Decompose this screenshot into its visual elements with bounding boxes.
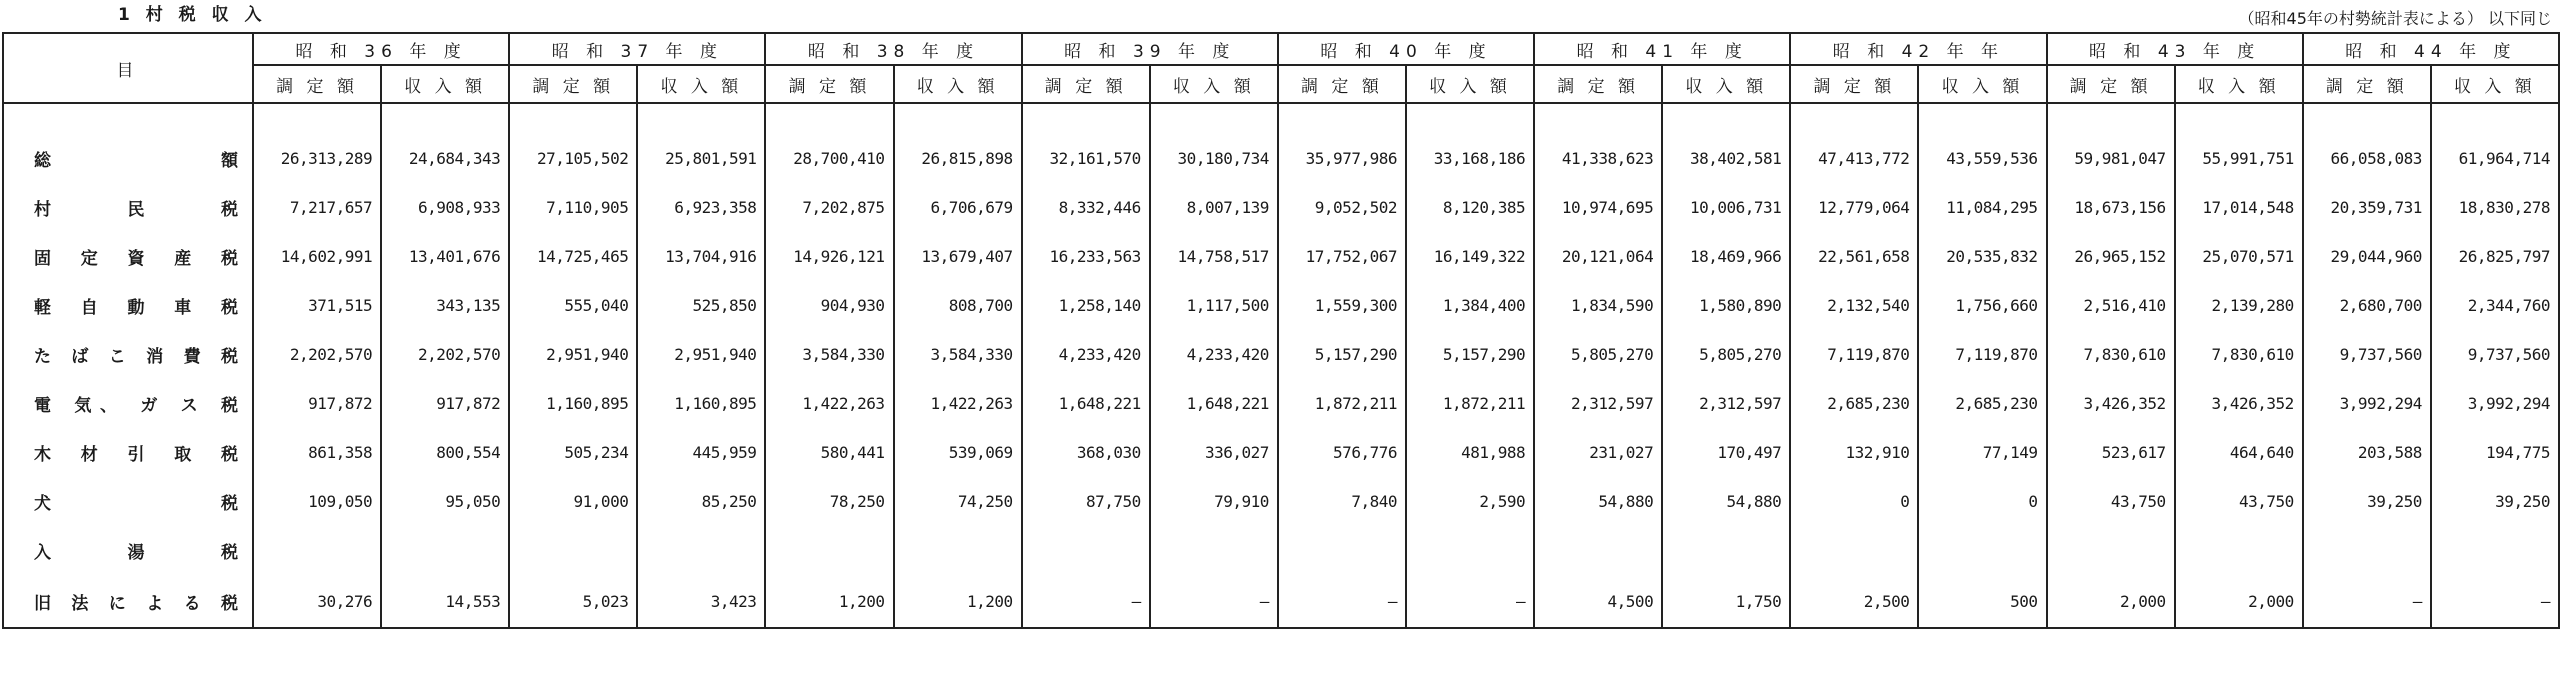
collected-amount-cell: 4,233,420	[1150, 330, 1278, 379]
collected-amount-cell: 18,830,278	[2431, 183, 2559, 232]
collected-amount-header: 収 入 額	[381, 65, 509, 103]
collected-amount-cell: 1,384,400	[1406, 281, 1534, 330]
assessed-amount-cell	[2303, 526, 2431, 575]
assessed-amount-cell: 1,160,895	[509, 379, 637, 428]
assessed-amount-cell: 14,725,465	[509, 232, 637, 281]
assessed-amount-header: 調 定 額	[1022, 65, 1150, 103]
assessed-amount-cell: 9,052,502	[1278, 183, 1406, 232]
assessed-amount-cell: —	[1022, 575, 1150, 628]
row-label: 犬 税	[3, 477, 253, 526]
collected-amount-cell: 3,426,352	[2175, 379, 2303, 428]
assessed-amount-cell: 17,752,067	[1278, 232, 1406, 281]
spacer-cell	[2047, 103, 2175, 134]
row-label: 軽 自 動 車 税	[3, 281, 253, 330]
assessed-amount-cell: 109,050	[253, 477, 381, 526]
assessed-amount-cell: 39,250	[2303, 477, 2431, 526]
collected-amount-cell: 13,401,676	[381, 232, 509, 281]
assessed-amount-cell: 1,648,221	[1022, 379, 1150, 428]
collected-amount-cell: 16,149,322	[1406, 232, 1534, 281]
assessed-amount-cell: 2,516,410	[2047, 281, 2175, 330]
collected-amount-cell: 917,872	[381, 379, 509, 428]
assessed-amount-cell: 371,515	[253, 281, 381, 330]
sub-header-row	[3, 65, 2559, 103]
collected-amount-cell: 20,535,832	[1918, 232, 2046, 281]
assessed-amount-cell: 14,926,121	[765, 232, 893, 281]
row-label: 電 気、 ガ ス 税	[3, 379, 253, 428]
assessed-amount-cell: 1,200	[765, 575, 893, 628]
assessed-amount-cell: 7,830,610	[2047, 330, 2175, 379]
assessed-amount-cell: 2,680,700	[2303, 281, 2431, 330]
collected-amount-header: 収 入 額	[1662, 65, 1790, 103]
spacer-cell	[637, 103, 765, 134]
assessed-amount-cell: 7,217,657	[253, 183, 381, 232]
assessed-amount-cell: 2,951,940	[509, 330, 637, 379]
collected-amount-cell: 808,700	[894, 281, 1022, 330]
collected-amount-cell: 13,679,407	[894, 232, 1022, 281]
spacer-cell	[253, 103, 381, 134]
collected-amount-cell: 481,988	[1406, 428, 1534, 477]
assessed-amount-cell: 2,312,597	[1534, 379, 1662, 428]
collected-amount-cell: 1,117,500	[1150, 281, 1278, 330]
collected-amount-cell: —	[1406, 575, 1534, 628]
assessed-amount-cell: 9,737,560	[2303, 330, 2431, 379]
collected-amount-header: 収 入 額	[1406, 65, 1534, 103]
collected-amount-header: 収 入 額	[637, 65, 765, 103]
spacer-cell	[1918, 103, 2046, 134]
collected-amount-cell: 3,992,294	[2431, 379, 2559, 428]
collected-amount-cell: 54,880	[1662, 477, 1790, 526]
assessed-amount-cell: 78,250	[765, 477, 893, 526]
assessed-amount-cell: 30,276	[253, 575, 381, 628]
source-note: （昭和45年の村勢統計表による） 以下同じ	[2238, 9, 2552, 28]
collected-amount-cell: 18,469,966	[1662, 232, 1790, 281]
collected-amount-cell: 17,014,548	[2175, 183, 2303, 232]
assessed-amount-cell: —	[1278, 575, 1406, 628]
assessed-amount-header: 調 定 額	[509, 65, 637, 103]
assessed-amount-cell: 3,426,352	[2047, 379, 2175, 428]
assessed-amount-cell: 16,233,563	[1022, 232, 1150, 281]
assessed-amount-cell: 576,776	[1278, 428, 1406, 477]
collected-amount-cell: 14,758,517	[1150, 232, 1278, 281]
assessed-amount-cell: 14,602,991	[253, 232, 381, 281]
collected-amount-cell: 1,648,221	[1150, 379, 1278, 428]
collected-amount-cell: 2,000	[2175, 575, 2303, 628]
collected-amount-cell: 2,312,597	[1662, 379, 1790, 428]
year-header: 昭 和 38 年 度	[765, 33, 1021, 65]
collected-amount-cell: 10,006,731	[1662, 183, 1790, 232]
assessed-amount-cell: 87,750	[1022, 477, 1150, 526]
table-row	[3, 183, 2559, 232]
assessed-amount-cell: 12,779,064	[1790, 183, 1918, 232]
row-label: 総 額	[3, 134, 253, 183]
spacer-cell	[1150, 103, 1278, 134]
collected-amount-cell: 26,825,797	[2431, 232, 2559, 281]
assessed-amount-cell: 3,584,330	[765, 330, 893, 379]
assessed-amount-cell: 132,910	[1790, 428, 1918, 477]
spacer-cell	[1534, 103, 1662, 134]
table-row	[3, 379, 2559, 428]
assessed-amount-cell: 29,044,960	[2303, 232, 2431, 281]
table-row	[3, 330, 2559, 379]
collected-amount-cell: 2,139,280	[2175, 281, 2303, 330]
collected-amount-header: 収 入 額	[2175, 65, 2303, 103]
collected-amount-cell: 2,951,940	[637, 330, 765, 379]
village-tax-revenue-table	[2, 32, 2560, 629]
collected-amount-cell: 25,070,571	[2175, 232, 2303, 281]
assessed-amount-cell: 0	[1790, 477, 1918, 526]
assessed-amount-cell	[1278, 526, 1406, 575]
collected-amount-cell: 39,250	[2431, 477, 2559, 526]
assessed-amount-header: 調 定 額	[2047, 65, 2175, 103]
collected-amount-cell: 33,168,186	[1406, 134, 1534, 183]
assessed-amount-cell: 3,992,294	[2303, 379, 2431, 428]
collected-amount-cell: 43,559,536	[1918, 134, 2046, 183]
assessed-amount-cell: 54,880	[1534, 477, 1662, 526]
collected-amount-cell: 3,423	[637, 575, 765, 628]
assessed-amount-cell: 203,588	[2303, 428, 2431, 477]
collected-amount-cell: 1,756,660	[1918, 281, 2046, 330]
collected-amount-cell: 6,923,358	[637, 183, 765, 232]
spacer-row	[3, 103, 2559, 134]
assessed-amount-cell: 66,058,083	[2303, 134, 2431, 183]
collected-amount-cell: 74,250	[894, 477, 1022, 526]
spacer-cell	[2431, 103, 2559, 134]
collected-amount-cell: 11,084,295	[1918, 183, 2046, 232]
collected-amount-cell: 38,402,581	[1662, 134, 1790, 183]
assessed-amount-cell: 8,332,446	[1022, 183, 1150, 232]
assessed-amount-cell: 917,872	[253, 379, 381, 428]
assessed-amount-cell: —	[2303, 575, 2431, 628]
collected-amount-cell: 6,706,679	[894, 183, 1022, 232]
assessed-amount-cell: 861,358	[253, 428, 381, 477]
assessed-amount-cell: 555,040	[509, 281, 637, 330]
assessed-amount-header: 調 定 額	[765, 65, 893, 103]
collected-amount-cell: 525,850	[637, 281, 765, 330]
assessed-amount-cell: 5,157,290	[1278, 330, 1406, 379]
assessed-amount-cell	[1534, 526, 1662, 575]
collected-amount-cell: 1,160,895	[637, 379, 765, 428]
collected-amount-cell: —	[2431, 575, 2559, 628]
assessed-amount-cell: 2,685,230	[1790, 379, 1918, 428]
row-label: 村 民 税	[3, 183, 253, 232]
row-label: た ば こ 消 費 税	[3, 330, 253, 379]
collected-amount-cell: 13,704,916	[637, 232, 765, 281]
collected-amount-cell: 2,202,570	[381, 330, 509, 379]
assessed-amount-cell	[253, 526, 381, 575]
collected-amount-cell: 336,027	[1150, 428, 1278, 477]
collected-amount-header: 収 入 額	[1150, 65, 1278, 103]
spacer-cell	[1406, 103, 1534, 134]
page-title: 1 村 税 収 入	[118, 5, 267, 25]
assessed-amount-cell: 580,441	[765, 428, 893, 477]
table-row	[3, 281, 2559, 330]
assessed-amount-cell: 10,974,695	[1534, 183, 1662, 232]
assessed-amount-cell: 26,965,152	[2047, 232, 2175, 281]
spacer-cell	[1662, 103, 1790, 134]
spacer-cell	[381, 103, 509, 134]
assessed-amount-cell: 2,000	[2047, 575, 2175, 628]
collected-amount-cell: 14,553	[381, 575, 509, 628]
collected-amount-cell: —	[1150, 575, 1278, 628]
collected-amount-cell: 2,685,230	[1918, 379, 2046, 428]
assessed-amount-cell: 368,030	[1022, 428, 1150, 477]
spacer-cell	[1278, 103, 1406, 134]
assessed-amount-cell: 2,202,570	[253, 330, 381, 379]
assessed-amount-cell: 7,202,875	[765, 183, 893, 232]
collected-amount-cell: 194,775	[2431, 428, 2559, 477]
assessed-amount-cell: 1,559,300	[1278, 281, 1406, 330]
table-row	[3, 428, 2559, 477]
collected-amount-cell: 9,737,560	[2431, 330, 2559, 379]
collected-amount-header: 収 入 額	[2431, 65, 2559, 103]
assessed-amount-cell: 91,000	[509, 477, 637, 526]
assessed-amount-cell: 47,413,772	[1790, 134, 1918, 183]
assessed-amount-cell: 523,617	[2047, 428, 2175, 477]
collected-amount-cell	[637, 526, 765, 575]
assessed-amount-cell: 4,500	[1534, 575, 1662, 628]
year-header: 昭 和 43 年 度	[2047, 33, 2303, 65]
collected-amount-cell: 500	[1918, 575, 2046, 628]
assessed-amount-cell: 32,161,570	[1022, 134, 1150, 183]
collected-amount-cell	[2431, 526, 2559, 575]
collected-amount-cell: 7,830,610	[2175, 330, 2303, 379]
assessed-amount-cell: 904,930	[765, 281, 893, 330]
collected-amount-cell	[2175, 526, 2303, 575]
year-header: 昭 和 37 年 度	[509, 33, 765, 65]
row-label: 入 湯 税	[3, 526, 253, 575]
assessed-amount-cell: 43,750	[2047, 477, 2175, 526]
collected-amount-cell: 1,750	[1662, 575, 1790, 628]
collected-amount-cell: 61,964,714	[2431, 134, 2559, 183]
assessed-amount-cell	[765, 526, 893, 575]
year-header: 昭 和 42 年 年	[1790, 33, 2046, 65]
collected-amount-cell: 85,250	[637, 477, 765, 526]
collected-amount-cell: 5,157,290	[1406, 330, 1534, 379]
assessed-amount-cell: 4,233,420	[1022, 330, 1150, 379]
collected-amount-cell: 8,120,385	[1406, 183, 1534, 232]
row-label: 木 材 引 取 税	[3, 428, 253, 477]
row-label: 固 定 資 産 税	[3, 232, 253, 281]
assessed-amount-cell	[1022, 526, 1150, 575]
spacer-cell	[1022, 103, 1150, 134]
collected-amount-cell: 5,805,270	[1662, 330, 1790, 379]
assessed-amount-cell: 41,338,623	[1534, 134, 1662, 183]
year-header: 昭 和 40 年 度	[1278, 33, 1534, 65]
spacer-cell	[2175, 103, 2303, 134]
collected-amount-cell: 2,590	[1406, 477, 1534, 526]
assessed-amount-cell: 27,105,502	[509, 134, 637, 183]
collected-amount-cell: 7,119,870	[1918, 330, 2046, 379]
collected-amount-cell: 43,750	[2175, 477, 2303, 526]
collected-amount-cell: 1,580,890	[1662, 281, 1790, 330]
collected-amount-cell: 3,584,330	[894, 330, 1022, 379]
assessed-amount-cell: 28,700,410	[765, 134, 893, 183]
assessed-amount-cell: 18,673,156	[2047, 183, 2175, 232]
year-header: 昭 和 44 年 度	[2303, 33, 2559, 65]
year-header: 昭 和 36 年 度	[253, 33, 509, 65]
assessed-amount-cell: 2,132,540	[1790, 281, 1918, 330]
collected-amount-cell: 8,007,139	[1150, 183, 1278, 232]
collected-amount-cell: 77,149	[1918, 428, 2046, 477]
assessed-amount-cell: 231,027	[1534, 428, 1662, 477]
collected-amount-cell: 30,180,734	[1150, 134, 1278, 183]
collected-amount-cell: 343,135	[381, 281, 509, 330]
collected-amount-header: 収 入 額	[1918, 65, 2046, 103]
assessed-amount-cell: 22,561,658	[1790, 232, 1918, 281]
collected-amount-cell: 539,069	[894, 428, 1022, 477]
assessed-amount-cell: 1,834,590	[1534, 281, 1662, 330]
year-header-row	[3, 33, 2559, 65]
assessed-amount-cell: 505,234	[509, 428, 637, 477]
collected-amount-cell: 0	[1918, 477, 2046, 526]
assessed-amount-cell: 7,110,905	[509, 183, 637, 232]
table-row	[3, 232, 2559, 281]
collected-amount-cell: 445,959	[637, 428, 765, 477]
collected-amount-cell: 79,910	[1150, 477, 1278, 526]
collected-amount-cell: 1,422,263	[894, 379, 1022, 428]
year-header: 昭 和 41 年 度	[1534, 33, 1790, 65]
collected-amount-cell	[1918, 526, 2046, 575]
collected-amount-cell	[894, 526, 1022, 575]
collected-amount-cell	[1406, 526, 1534, 575]
spacer-cell	[765, 103, 893, 134]
assessed-amount-header: 調 定 額	[1534, 65, 1662, 103]
assessed-amount-cell: 5,023	[509, 575, 637, 628]
collected-amount-header: 収 入 額	[894, 65, 1022, 103]
collected-amount-cell: 55,991,751	[2175, 134, 2303, 183]
collected-amount-cell: 170,497	[1662, 428, 1790, 477]
table-row	[3, 134, 2559, 183]
spacer-cell	[1790, 103, 1918, 134]
assessed-amount-cell: 59,981,047	[2047, 134, 2175, 183]
assessed-amount-cell: 2,500	[1790, 575, 1918, 628]
collected-amount-cell	[1150, 526, 1278, 575]
collected-amount-cell	[1662, 526, 1790, 575]
assessed-amount-header: 調 定 額	[1278, 65, 1406, 103]
spacer-cell	[509, 103, 637, 134]
table-row	[3, 477, 2559, 526]
table-row	[3, 526, 2559, 575]
assessed-amount-cell: 20,121,064	[1534, 232, 1662, 281]
assessed-amount-header: 調 定 額	[2303, 65, 2431, 103]
collected-amount-cell: 1,872,211	[1406, 379, 1534, 428]
collected-amount-cell: 26,815,898	[894, 134, 1022, 183]
assessed-amount-cell: 1,422,263	[765, 379, 893, 428]
collected-amount-cell: 6,908,933	[381, 183, 509, 232]
table-row	[3, 575, 2559, 628]
spacer-cell	[894, 103, 1022, 134]
assessed-amount-cell: 5,805,270	[1534, 330, 1662, 379]
collected-amount-cell	[381, 526, 509, 575]
spacer-cell	[3, 103, 253, 134]
assessed-amount-cell: 35,977,986	[1278, 134, 1406, 183]
assessed-amount-cell	[509, 526, 637, 575]
assessed-amount-cell: 20,359,731	[2303, 183, 2431, 232]
row-label: 旧 法 に よ る 税	[3, 575, 253, 628]
year-header: 昭 和 39 年 度	[1022, 33, 1278, 65]
collected-amount-cell: 2,344,760	[2431, 281, 2559, 330]
assessed-amount-cell	[2047, 526, 2175, 575]
collected-amount-cell: 24,684,343	[381, 134, 509, 183]
item-header: 目	[3, 33, 253, 103]
assessed-amount-cell: 7,840	[1278, 477, 1406, 526]
assessed-amount-cell: 1,872,211	[1278, 379, 1406, 428]
assessed-amount-header: 調 定 額	[253, 65, 381, 103]
assessed-amount-header: 調 定 額	[1790, 65, 1918, 103]
collected-amount-cell: 95,050	[381, 477, 509, 526]
collected-amount-cell: 800,554	[381, 428, 509, 477]
spacer-cell	[2303, 103, 2431, 134]
assessed-amount-cell: 26,313,289	[253, 134, 381, 183]
assessed-amount-cell: 1,258,140	[1022, 281, 1150, 330]
assessed-amount-cell	[1790, 526, 1918, 575]
collected-amount-cell: 25,801,591	[637, 134, 765, 183]
collected-amount-cell: 464,640	[2175, 428, 2303, 477]
assessed-amount-cell: 7,119,870	[1790, 330, 1918, 379]
collected-amount-cell: 1,200	[894, 575, 1022, 628]
